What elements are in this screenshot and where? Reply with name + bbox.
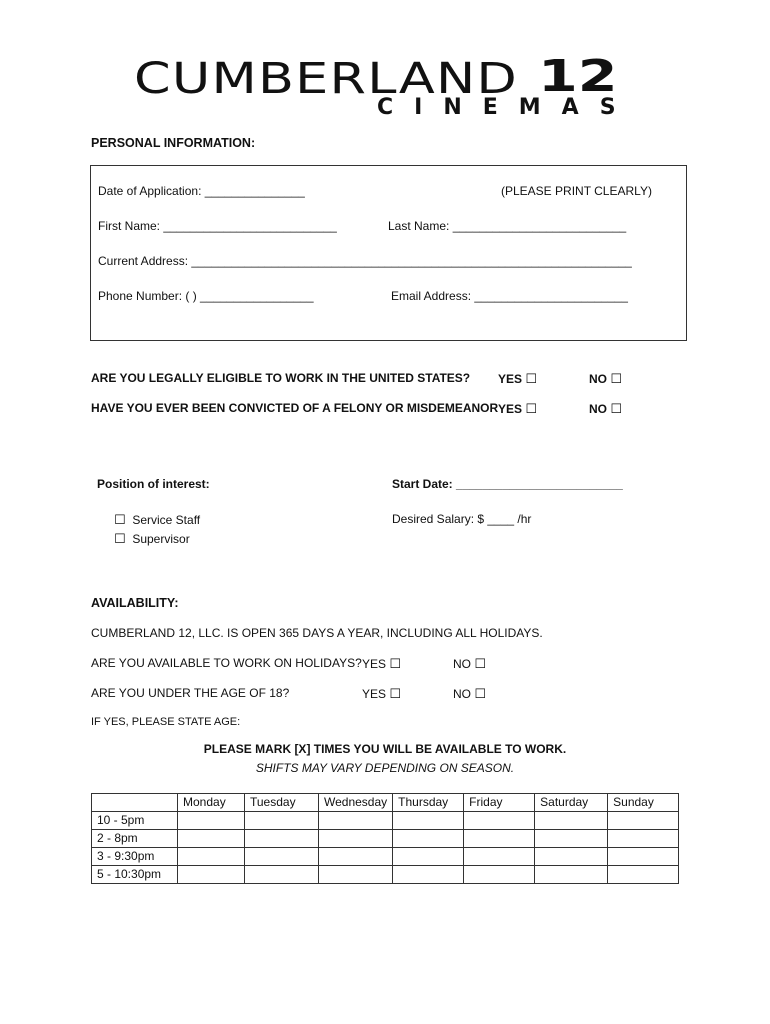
felony-yes-option[interactable] bbox=[498, 401, 537, 417]
holidays-no-option[interactable] bbox=[453, 656, 486, 672]
day-header: Wednesday bbox=[319, 794, 393, 812]
day-header: Friday bbox=[464, 794, 535, 812]
table-row bbox=[92, 848, 679, 866]
availability-cell[interactable] bbox=[535, 866, 608, 884]
work-eligibility-question: ARE YOU LEGALLY ELIGIBLE TO WORK IN THE UNITED STATES? bbox=[91, 371, 471, 385]
holidays-question: ARE YOU AVAILABLE TO WORK ON HOLIDAYS? bbox=[91, 656, 362, 670]
availability-cell[interactable] bbox=[608, 830, 679, 848]
date-of-application-field[interactable]: Date of Application: _______________ bbox=[98, 184, 305, 198]
checkbox-icon[interactable]: ☐ bbox=[610, 401, 622, 416]
current-address-field[interactable]: Current Address: __________________________________________________________________ bbox=[98, 254, 632, 268]
availability-cell[interactable] bbox=[319, 812, 393, 830]
availability-cell[interactable] bbox=[319, 848, 393, 866]
availability-cell[interactable] bbox=[393, 866, 464, 884]
start-date-field[interactable]: Start Date: _________________________ bbox=[392, 477, 623, 491]
availability-cell[interactable] bbox=[178, 830, 245, 848]
personal-info-heading: PERSONAL INFORMATION: bbox=[91, 136, 256, 150]
eligibility-yes-option[interactable] bbox=[498, 371, 537, 387]
mark-times-heading: PLEASE MARK [X] TIMES YOU WILL BE AVAILABLE TO WORK. bbox=[203, 742, 567, 756]
availability-table bbox=[91, 793, 679, 884]
availability-cell[interactable] bbox=[464, 830, 535, 848]
availability-cell[interactable] bbox=[245, 866, 319, 884]
availability-cell[interactable] bbox=[464, 848, 535, 866]
availability-cell[interactable] bbox=[535, 812, 608, 830]
checkbox-icon[interactable]: ☐ bbox=[474, 686, 486, 701]
no-label: NO bbox=[589, 372, 607, 386]
day-header: Sunday bbox=[608, 794, 679, 812]
no-label: NO bbox=[589, 402, 607, 416]
holidays-yes-option[interactable] bbox=[362, 656, 401, 672]
availability-cell[interactable] bbox=[178, 866, 245, 884]
option-label: Supervisor bbox=[132, 532, 190, 546]
no-label: NO bbox=[453, 657, 471, 671]
time-slot-label: 5 - 10:30pm bbox=[92, 866, 178, 884]
availability-cell[interactable] bbox=[245, 830, 319, 848]
availability-cell[interactable] bbox=[319, 830, 393, 848]
availability-cell[interactable] bbox=[319, 866, 393, 884]
option-label: Service Staff bbox=[132, 513, 201, 527]
shifts-note: SHIFTS MAY VARY DEPENDING ON SEASON. bbox=[255, 761, 515, 775]
checkbox-icon[interactable]: ☐ bbox=[525, 371, 538, 386]
logo-number: 12 bbox=[538, 51, 618, 102]
eligibility-no-option[interactable] bbox=[589, 371, 622, 387]
checkbox-icon[interactable]: ☐ bbox=[114, 531, 126, 546]
day-header: Monday bbox=[178, 794, 245, 812]
first-name-field[interactable]: First Name: __________________________ bbox=[98, 219, 337, 233]
checkbox-icon[interactable]: ☐ bbox=[525, 401, 538, 416]
age-yes-option[interactable] bbox=[362, 686, 401, 702]
availability-cell[interactable] bbox=[535, 830, 608, 848]
position-of-interest-label: Position of interest: bbox=[97, 477, 210, 491]
availability-cell[interactable] bbox=[608, 866, 679, 884]
day-header: Saturday bbox=[535, 794, 608, 812]
availability-cell[interactable] bbox=[608, 848, 679, 866]
phone-number-field[interactable]: Phone Number: ( ) _________________ bbox=[98, 289, 314, 303]
checkbox-icon[interactable]: ☐ bbox=[389, 656, 402, 671]
availability-cell[interactable] bbox=[464, 812, 535, 830]
last-name-field[interactable]: Last Name: __________________________ bbox=[388, 219, 627, 233]
availability-cell[interactable] bbox=[245, 812, 319, 830]
availability-cell[interactable] bbox=[608, 812, 679, 830]
day-header: Tuesday bbox=[245, 794, 319, 812]
availability-cell[interactable] bbox=[464, 866, 535, 884]
time-slot-label: 2 - 8pm bbox=[92, 830, 178, 848]
availability-cell[interactable] bbox=[393, 848, 464, 866]
logo-subtitle: CINEMAS bbox=[377, 95, 637, 120]
availability-cell[interactable] bbox=[245, 848, 319, 866]
checkbox-icon[interactable]: ☐ bbox=[114, 512, 126, 527]
checkbox-icon[interactable]: ☐ bbox=[474, 656, 486, 671]
availability-cell[interactable] bbox=[178, 812, 245, 830]
availability-heading: AVAILABILITY: bbox=[91, 596, 179, 610]
availability-cell[interactable] bbox=[393, 812, 464, 830]
table-header-row bbox=[92, 794, 679, 812]
email-address-field[interactable]: Email Address: _______________________ bbox=[391, 289, 628, 303]
print-clearly-note: (PLEASE PRINT CLEARLY) bbox=[501, 184, 652, 198]
table-row bbox=[92, 866, 679, 884]
checkbox-icon[interactable]: ☐ bbox=[389, 686, 402, 701]
desired-salary-field[interactable]: Desired Salary: $ ____ /hr bbox=[392, 512, 532, 526]
table-row bbox=[92, 812, 679, 830]
position-option-supervisor[interactable] bbox=[114, 531, 190, 547]
time-slot-label: 3 - 9:30pm bbox=[92, 848, 178, 866]
checkbox-icon[interactable]: ☐ bbox=[610, 371, 622, 386]
felony-no-option[interactable] bbox=[589, 401, 622, 417]
no-label: NO bbox=[453, 687, 471, 701]
day-header: Thursday bbox=[393, 794, 464, 812]
yes-label: YES bbox=[498, 372, 523, 386]
age-no-option[interactable] bbox=[453, 686, 486, 702]
open-days-note: CUMBERLAND 12, LLC. IS OPEN 365 DAYS A YEAR, INCLUDING ALL HOLIDAYS. bbox=[91, 626, 543, 640]
yes-label: YES bbox=[498, 402, 523, 416]
yes-label: YES bbox=[362, 687, 387, 701]
logo-wordmark: CUMBERLAND bbox=[134, 54, 519, 104]
table-corner-cell bbox=[92, 794, 178, 812]
time-slot-label: 10 - 5pm bbox=[92, 812, 178, 830]
age-note[interactable]: IF YES, PLEASE STATE AGE: bbox=[91, 716, 241, 728]
position-option-service-staff[interactable] bbox=[114, 512, 200, 528]
yes-label: YES bbox=[362, 657, 387, 671]
availability-cell[interactable] bbox=[178, 848, 245, 866]
felony-question: HAVE YOU EVER BEEN CONVICTED OF A FELONY OR MISDEMEANOR bbox=[91, 401, 499, 415]
table-row bbox=[92, 830, 679, 848]
age-question: ARE YOU UNDER THE AGE OF 18? bbox=[91, 686, 290, 700]
availability-cell[interactable] bbox=[535, 848, 608, 866]
availability-cell[interactable] bbox=[393, 830, 464, 848]
